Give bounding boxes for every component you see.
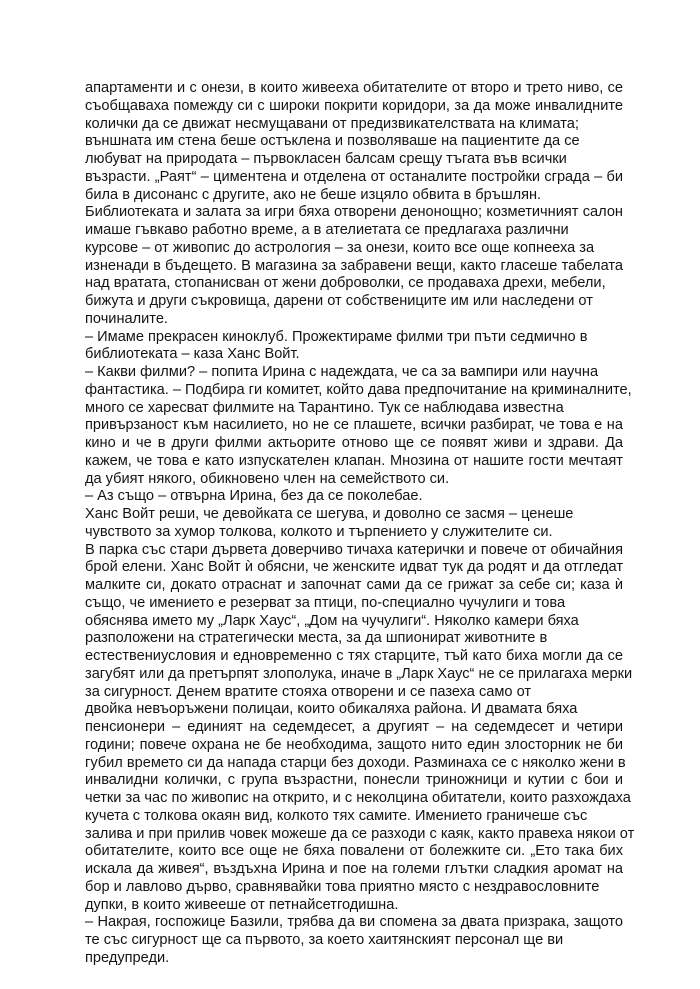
text-line: Ханс Войт реши, че девойката се шегува, и доволно се засмя – ценеше bbox=[85, 506, 574, 522]
text-line: кажем, че това е като изпускателен клапан. Мнозина от нашите гости мечтаят bbox=[85, 452, 623, 469]
text-line: бор и лавлово дърво, сравнявайки това приятно място с нездравословните bbox=[85, 878, 600, 895]
text-line: те със сигурност ще са първото, за което хаитянският персонал ще ви bbox=[85, 932, 564, 948]
text-line: била в дисонанс с другите, ако не беше изцяло обвита в бръшлян. bbox=[85, 186, 542, 203]
text-line: съобщаваха помежду си с широки покрити коридори, за да може инвалидните bbox=[85, 97, 623, 114]
text-line: – Какви филми? – попита Ирина с надеждата, че са за вампири или научна bbox=[85, 364, 599, 380]
text-line: кино и че в други филми актьорите отново ще се появят живи и здрави. Да bbox=[85, 435, 623, 451]
text-line: Библиотеката и залата за игри бяха отворени денонощно; козметичният салон bbox=[85, 204, 623, 221]
text-line: възрасти. „Раят“ – циментена и отделена от останалите постройки сграда – би bbox=[85, 168, 623, 185]
text-line: двойка невъоръжени полицаи, които обикаляха района. И двамата бяха bbox=[85, 701, 578, 718]
text-line: години; повече охрана не бе необходима, защото нито един злосторник не би bbox=[85, 736, 623, 753]
text-line: библиотеката – каза Ханс Войт. bbox=[85, 346, 300, 363]
text-line: малките си, докато отраснат и започнат сами да се грижат за себе си; каза ѝ bbox=[85, 577, 623, 593]
text-line: бижута и други съкровища, дарени от собствениците им или наследени от bbox=[85, 293, 593, 309]
text-line: залива и при прилив човек можеше да се разходи с каяк, както правеха някои от bbox=[85, 825, 635, 842]
document-page bbox=[85, 80, 635, 968]
text-line: имаше гъвкаво работно време, а в ателиетата се предлагаха различни bbox=[85, 222, 569, 238]
text-line: привързаност към насилието, но не се плашете, всички разбират, че това е на bbox=[85, 417, 623, 434]
text-line: за сигурност. Денем вратите стояха отворени и се пазеха само от bbox=[85, 683, 532, 700]
text-line: В парка със стари дървета доверчиво тичаха катерички и повече от обичайния bbox=[85, 541, 623, 558]
text-line: изненади в бъдещето. В магазина за забравени вещи, както гласеше табелата bbox=[85, 257, 623, 274]
text-line: апартаменти и с онези, в които живееха обитателите от второ и трето ниво, се bbox=[85, 80, 623, 96]
text-line: починалите. bbox=[85, 310, 168, 327]
text-line: обяснява името му „Ларк Хаус“, „Дом на чучулиги“. Няколко камери бяха bbox=[85, 612, 579, 629]
text-line: дупки, в които живееше от петнайсетгодишна. bbox=[85, 896, 399, 913]
text-line: външната им стена беше остъклена и позволяваше на пациентите да се bbox=[85, 133, 580, 150]
text-line: обитателите, които все още не бяха повалени от болежките си. „Ето така бих bbox=[85, 843, 623, 860]
text-line: – Накрая, госпожице Базили, трябва да ви спомена за двата призрака, защото bbox=[85, 914, 623, 931]
text-line: курсове – от живопис до астрология – за онези, които все още копнееха за bbox=[85, 239, 595, 256]
text-line: инвалидни колички, с група възрастни, понесли триножници и кутии с бои и bbox=[85, 772, 623, 789]
text-line: разположени на стратегически места, за да шпионират животните в bbox=[85, 630, 548, 647]
text-line: любуват на природата – първокласен балсам срещу тъгата във всички bbox=[85, 151, 567, 167]
text-line: четки за час по живопис на открито, и с неколцина обитатели, които разхождаха bbox=[85, 790, 631, 806]
text-line: искала да живея“, въздъхна Ирина и пое на големи глътки сладкия аромат на bbox=[85, 861, 623, 877]
text-line: – Имаме прекрасен киноклуб. Прожектираме филми три пъти седмично в bbox=[85, 328, 588, 345]
text-line: – Аз също – отвърна Ирина, без да се поколебае. bbox=[85, 488, 423, 505]
text-line: естествениусловия и едновременно с тях старците, тъй като биха могли да се bbox=[85, 648, 623, 664]
text-line: брой елени. Ханс Войт ѝ обясни, че женските идват тук да родят и да отгледат bbox=[85, 559, 623, 576]
text-line: чувството за хумор толкова, колкото и търпението у служителите си. bbox=[85, 523, 553, 540]
text-line: пенсионери – единият на седемдесет, а другият – на седемдесет и четири bbox=[85, 719, 623, 735]
text-line: много се харесват филмите на Тарантино. Тук се наблюдава известна bbox=[85, 399, 564, 416]
text-line: фантастика. – Подбира ги комитет, който дава предпочитание на криминалните, bbox=[85, 381, 632, 398]
text-line: също, че имението е резерват за птици, по-специално чучулиги и това bbox=[85, 594, 566, 611]
text-line: над вратата, стопанисван от жени доброволки, се продаваха дрехи, мебели, bbox=[85, 275, 606, 292]
text-line: колички да се движат несмущавани от предизвикателствата на климата; bbox=[85, 115, 579, 132]
text-line: предупреди. bbox=[85, 949, 170, 966]
text-line: кучета с толкова окаян вид, колкото тях самите. Имението граничеше със bbox=[85, 807, 588, 824]
text-line: загубят или да претърпят злополука, иначе в „Ларк Хаус“ не се прилагаха мерки bbox=[85, 665, 633, 682]
text-line: да убият някого, обикновено член на семейството си. bbox=[85, 470, 450, 487]
text-line: губил времето си да напада старци без доходи. Разминаха се с няколко жени в bbox=[85, 754, 626, 771]
